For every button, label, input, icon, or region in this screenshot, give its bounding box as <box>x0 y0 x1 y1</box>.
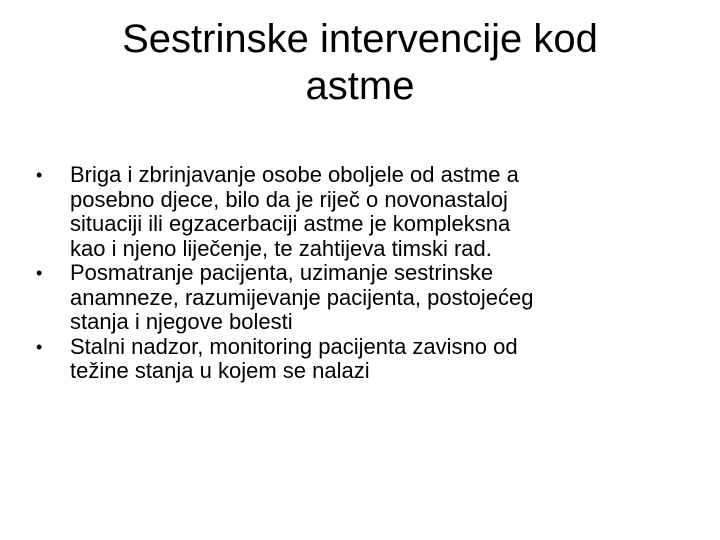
bullet-3-line-1: Stalni nadzor, monitoring pacijenta zavisno od <box>70 333 518 359</box>
bullet-item-3 <box>36 335 696 384</box>
bullet-2-line-1: Posmatranje pacijenta, uzimanje sestrinske <box>70 260 494 285</box>
bullet-2-line-3: stanja i njegove bolesti <box>70 309 293 334</box>
bullet-text-3 <box>70 335 696 384</box>
bullet-1-line-1: Briga i zbrinjavanje osobe oboljele od astme a <box>70 162 519 187</box>
title-line-2: astme <box>305 64 415 108</box>
bullet-dot-icon: • <box>36 165 43 185</box>
bullet-3-line-2: težine stanja u kojem se nalazi <box>70 358 370 383</box>
bullet-text-2 <box>70 261 696 335</box>
bullet-item-2 <box>36 261 696 335</box>
bullet-2-line-2: anamneze, razumijevanje pacijenta, postojećeg <box>70 284 534 310</box>
bullet-list <box>36 163 696 384</box>
bullet-1-line-2: posebno djece, bilo da je riječ o novonastaloj <box>70 186 508 212</box>
bullet-dot-icon: • <box>36 336 43 357</box>
bullet-item-1 <box>36 163 696 261</box>
bullet-1-line-3: situaciji ili egzacerbaciji astme je kompleksna <box>70 211 511 236</box>
bullet-text-1 <box>70 163 696 261</box>
title-line-1: Sestrinske intervencije kod <box>122 17 598 61</box>
slide-title <box>60 16 660 110</box>
bullet-dot-icon: • <box>36 263 43 283</box>
bullet-1-line-4: kao i njeno liječenje, te zahtijeva timski rad. <box>70 235 492 261</box>
